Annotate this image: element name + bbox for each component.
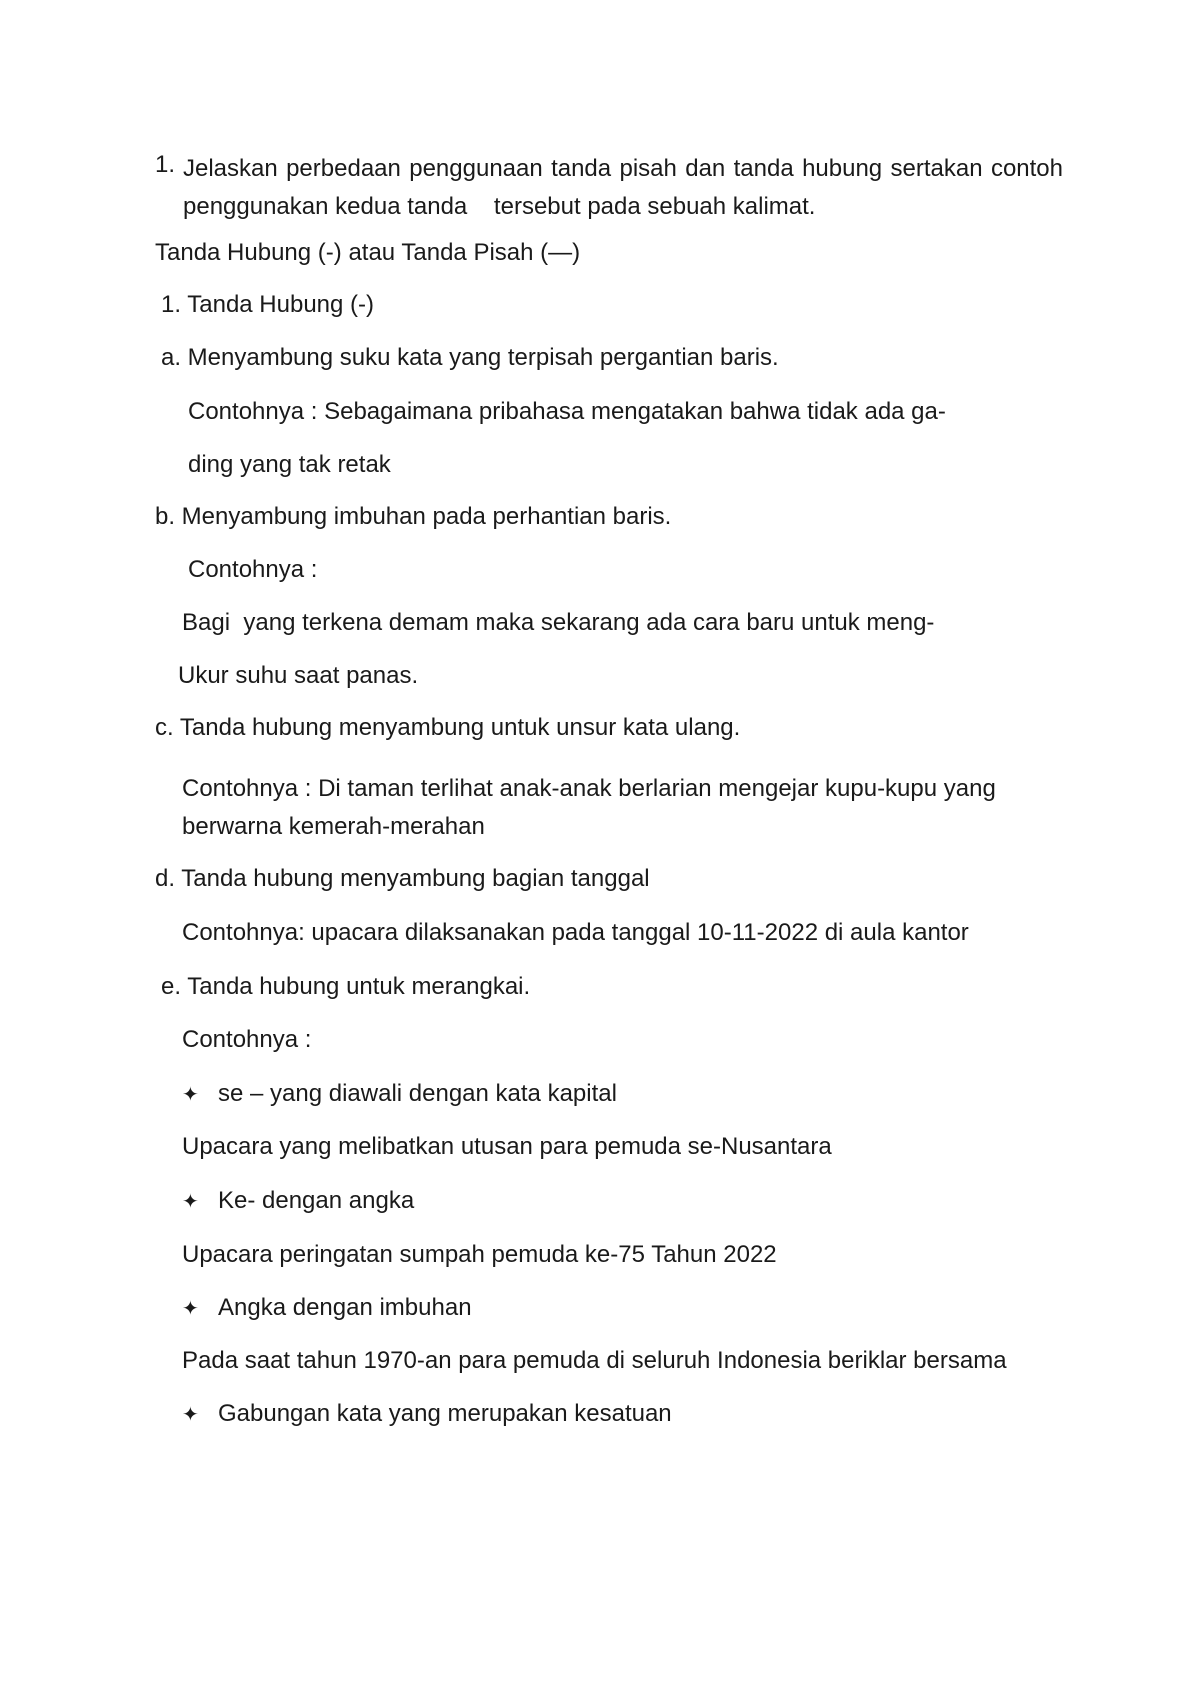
- diamond-bullet-icon: ✦: [182, 1191, 199, 1213]
- heading: Tanda Hubung (-) atau Tanda Pisah (—): [155, 239, 581, 266]
- item-b-title: b. Menyambung imbuhan pada perhantian baris.: [155, 503, 672, 530]
- item-c-title: c. Tanda hubung menyambung untuk unsur kata ulang.: [155, 714, 741, 741]
- item-b-example-2: Ukur suhu saat panas.: [178, 662, 419, 689]
- bullet-2-example: Upacara peringatan sumpah pemuda ke-75 Tahun 2022: [182, 1241, 777, 1268]
- item-a-title: a. Menyambung suku kata yang terpisah pergantian baris.: [161, 344, 779, 371]
- question-text: Jelaskan perbedaan penggunaan tanda pisah dan tanda hubung sertakan contoh penggunakan kedua tanda tersebut pada sebuah kalimat.: [183, 155, 1063, 220]
- section-title: 1. Tanda Hubung (-): [161, 291, 375, 318]
- item-d-example: Contohnya: upacara dilaksanakan pada tanggal 10-11-2022 di aula kantor: [182, 919, 969, 946]
- item-e-example-label: Contohnya :: [182, 1026, 312, 1053]
- bullet-4-label: Gabungan kata yang merupakan kesatuan: [218, 1400, 672, 1427]
- bullet-2-label: Ke- dengan angka: [218, 1187, 415, 1214]
- bullet-3-label: Angka dengan imbuhan: [218, 1294, 472, 1321]
- diamond-bullet-icon: ✦: [182, 1084, 199, 1106]
- item-b-example-1: Bagi yang terkena demam maka sekarang ada cara baru untuk meng-: [182, 609, 935, 636]
- item-a-example-1: Contohnya : Sebagaimana pribahasa mengatakan bahwa tidak ada ga-: [188, 398, 946, 425]
- diamond-bullet-icon: ✦: [182, 1404, 199, 1426]
- question-number: 1.: [155, 151, 176, 178]
- bullet-1-example: Upacara yang melibatkan utusan para pemuda se-Nusantara: [182, 1133, 832, 1160]
- diamond-bullet-icon: ✦: [182, 1298, 199, 1320]
- item-d-title: d. Tanda hubung menyambung bagian tanggal: [155, 865, 650, 892]
- bullet-3-example: Pada saat tahun 1970-an para pemuda di seluruh Indonesia beriklar bersama: [182, 1347, 1007, 1374]
- item-b-example-label: Contohnya :: [188, 556, 318, 583]
- item-a-example-2: ding yang tak retak: [188, 451, 391, 478]
- item-e-title: e. Tanda hubung untuk merangkai.: [161, 973, 531, 1000]
- item-c-example: Contohnya : Di taman terlihat anak-anak berlarian mengejar kupu-kupu yang berwarna kemerah-merahan: [182, 775, 996, 840]
- bullet-1-label: se – yang diawali dengan kata kapital: [218, 1080, 617, 1107]
